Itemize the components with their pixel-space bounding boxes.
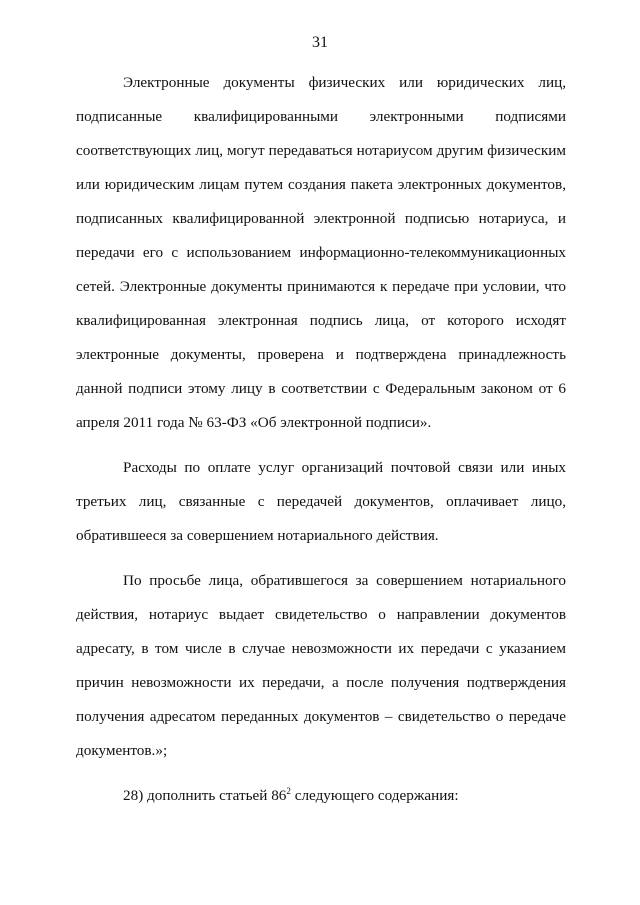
- amendment-prefix: 28) дополнить статьей 86: [123, 787, 287, 804]
- paragraph-electronic-documents: Электронные документы физических или юридических лиц, подписанные квалифицированными электронными подписями соответствующих лиц, могут передаваться нотариусом другим физическим или юридическим лицам путем создания пакета электронных документов, подписанных квалифицированной электронной подписью нотариуса, и передачи его с использованием информационно-телекоммуникационных сетей. Электронные документы принимаются к передаче при условии, что квалифицированная электронная подпись лица, от которого исходят электронные документы, проверена и подтверждена принадлежность данной подписи этому лицу в соответствии с Федеральным законом от 6 апреля 2011 года № 63-ФЗ «Об электронной подписи».: [76, 74, 566, 431]
- amendment-superscript: 2: [286, 785, 291, 796]
- document-body: [76, 66, 566, 813]
- page-number: 31: [312, 34, 328, 51]
- paragraph-postal-expenses: Расходы по оплате услуг организаций почтовой связи или иных третьих лиц, связанные с передачей документов, оплачивает лицо, обратившееся за совершением нотариального действия.: [76, 459, 566, 544]
- paragraph-amendment-28: [76, 779, 566, 813]
- paragraph-certificate-request: По просьбе лица, обратившегося за совершением нотариального действия, нотариус выдает свидетельство о направлении документов адресату, в том числе в случае невозможности их передачи с указанием причин невозможности их передачи, а после получения подтверждения получения адресатом переданных документов – свидетельство о передаче документов.»;: [76, 572, 566, 759]
- amendment-suffix: следующего содержания:: [290, 787, 459, 804]
